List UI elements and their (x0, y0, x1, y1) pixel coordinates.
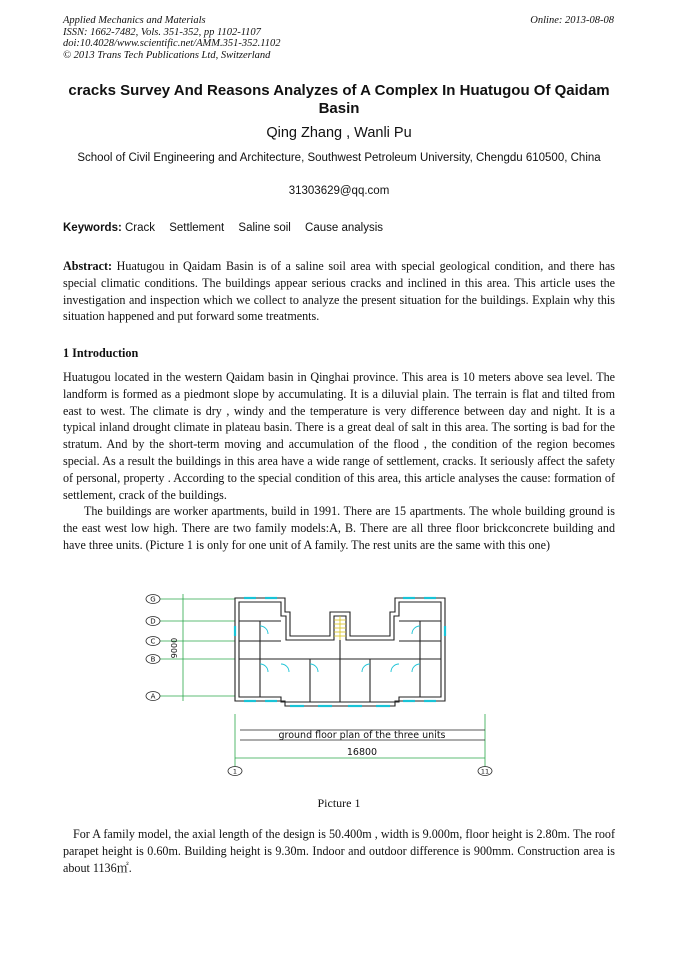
axis-label-g: G (150, 595, 156, 604)
journal-name: Applied Mechanics and Materials (63, 15, 206, 26)
paper-title: cracks Survey And Reasons Analyzes of A Complex In Huatugou Of Qaidam Basin (68, 82, 610, 117)
keyword: Saline soil (238, 222, 291, 234)
axis-label-a: A (150, 692, 156, 701)
keywords-label: Keywords: (63, 222, 122, 234)
keyword: Settlement (169, 222, 225, 234)
authors: Qing Zhang , Wanli Pu (266, 125, 412, 141)
floor-plan-figure (140, 586, 500, 781)
dimension-lines (235, 714, 485, 768)
axis-label-b: B (150, 655, 156, 664)
plan-label: ground floor plan of the three units (278, 730, 446, 741)
left-axis-label: 1 (232, 767, 238, 776)
final-paragraph (63, 826, 615, 876)
end-axis-bubbles (228, 767, 492, 776)
journal-header (63, 15, 280, 61)
introduction-text (63, 369, 615, 554)
abstract-label: Abstract: (63, 259, 113, 273)
building-walls (235, 598, 445, 706)
affiliation: School of Civil Engineering and Architecture, Southwest Petroleum University, Chengdu 610500, China (77, 152, 601, 164)
section-heading: 1 Introduction (63, 346, 139, 360)
axis-label-c: C (150, 637, 156, 646)
right-axis-label: 11 (480, 767, 490, 776)
keyword: Crack (125, 222, 156, 234)
abstract (63, 258, 615, 325)
axis-label-d: D (150, 617, 156, 626)
intro-paragraph-1: Huatugou located in the western Qaidam basin in Qinghai province. This area is 10 meters above sea level. The landform is formed as a piedmont slope by accumulating. It is a diluvial plain. The terrain is flat and tilted from east to west. The climate is dry , windy and the temperature is very difference between day and night. It is a typical inland drought climate in plateau basin. There is a great deal of salt in this area. The sorting is bad for the stratum. And by the short-term moving and accumulation of the flood , the condition of the region becomes special. As a result the buildings in this area have a wide range of settlement, cracks. It seriously affect the safety of personal, property . According to the special condition of this area, this article analyses the cause: formation of settlement, crack of the buildings. (63, 370, 615, 502)
online-date: Online: 2013-08-08 (530, 15, 614, 26)
copyright-line: © 2013 Trans Tech Publications Ltd, Switzerland (63, 49, 271, 61)
abstract-text: Huatugou in Qaidam Basin is of a saline soil area with special geological condition, and there has special climatic conditions. The buildings appear serious cracks and inclined in this area. This article uses the investigation and inspection which we collect to analyze the present situation for the buildings. Explain why this situation happened and put forward some treatments. (63, 259, 615, 324)
final-paragraph-text: For A family model, the axial length of the design is 50.400m , width is 9.000m, floor height is 2.80m. The roof parapet height is 0.60m. Building height is 9.30m. Indoor and outdoor difference is 900mm. Construction area is about 1136㎡. (63, 827, 615, 875)
keyword: Cause analysis (305, 222, 384, 234)
intro-paragraph-2: The buildings are worker apartments, build in 1991. There are 15 apartments. The whole building ground is the east west low high. There are two family models:A, B. There are all three floor brickconcrete building and have three units. (Picture 1 is only for one unit of A family. The rest units are the same with this one) (63, 504, 615, 552)
author-email: 31303629@qq.com (288, 185, 390, 197)
axis-bubbles (146, 595, 160, 701)
horizontal-dimension: 16800 (346, 747, 378, 758)
doi-line: doi:10.4028/www.scientific.net/AMM.351-352.1102 (63, 38, 281, 49)
stair (334, 616, 346, 640)
vertical-dimension: 9000 (170, 637, 179, 659)
keywords (63, 222, 394, 234)
figure-caption: Picture 1 (317, 796, 361, 810)
issn-line: ISSN: 1662-7482, Vols. 351-352, pp 1102-1107 (63, 26, 261, 38)
